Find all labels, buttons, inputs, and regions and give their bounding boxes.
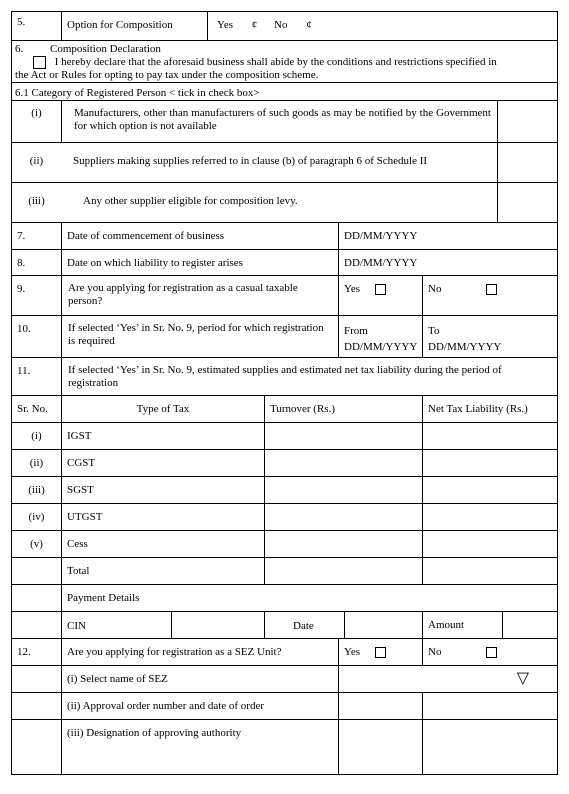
type-header: Type of Tax bbox=[61, 396, 264, 422]
category-item bbox=[11, 182, 558, 222]
category-checkbox[interactable] bbox=[497, 143, 557, 182]
tax-type: Cess bbox=[61, 531, 264, 557]
payment-details-label: Payment Details bbox=[61, 585, 557, 611]
serial-number: 8. bbox=[17, 257, 26, 269]
total-turnover-field[interactable] bbox=[264, 558, 422, 584]
to-date-field[interactable]: DD/MM/YYYY bbox=[428, 341, 502, 353]
liability-field[interactable] bbox=[422, 504, 557, 530]
casual-yes bbox=[338, 276, 422, 315]
sez-name-row bbox=[11, 665, 558, 692]
sez-label: Are you applying for registration as a SEZ Unit? bbox=[61, 639, 338, 665]
row-liability-date bbox=[11, 249, 558, 275]
period-to bbox=[422, 316, 557, 357]
tax-row-number: (v) bbox=[30, 538, 43, 550]
cin-field[interactable] bbox=[171, 612, 264, 638]
liability-date-field[interactable]: DD/MM/YYYY bbox=[338, 250, 557, 275]
date-label: Date bbox=[264, 612, 344, 638]
total-label: Total bbox=[61, 558, 264, 584]
row-estimated-supplies bbox=[11, 357, 558, 395]
category-item bbox=[11, 142, 558, 182]
tax-type: UTGST bbox=[61, 504, 264, 530]
liability-field[interactable] bbox=[422, 531, 557, 557]
row-sez-unit bbox=[11, 638, 558, 665]
turnover-field[interactable] bbox=[264, 423, 422, 449]
liability-field[interactable] bbox=[422, 477, 557, 503]
row-option-composition bbox=[11, 11, 558, 40]
no-label: No bbox=[428, 646, 442, 658]
serial-number: 10. bbox=[17, 323, 31, 335]
table-row bbox=[11, 530, 558, 557]
category-checkbox[interactable] bbox=[497, 183, 557, 222]
table-row bbox=[11, 449, 558, 476]
turnover-field[interactable] bbox=[264, 477, 422, 503]
approving-authority-label: (iii) Designation of approving authority bbox=[61, 720, 338, 774]
approval-date-field[interactable] bbox=[422, 693, 557, 719]
approval-order-field[interactable] bbox=[338, 693, 422, 719]
table-row bbox=[11, 476, 558, 503]
liability-header: Net Tax Liability (Rs.) bbox=[422, 396, 557, 422]
total-liability-field[interactable] bbox=[422, 558, 557, 584]
category-title: 6.1 Category of Registered Person < tick in check box> bbox=[15, 87, 260, 99]
no-checkbox[interactable] bbox=[486, 284, 497, 295]
registration-form bbox=[11, 11, 558, 775]
table-row bbox=[11, 503, 558, 530]
serial-number: 7. bbox=[17, 230, 26, 242]
serial-number: 11. bbox=[17, 365, 31, 377]
declaration-title: Composition Declaration bbox=[50, 43, 161, 55]
category-checkbox[interactable] bbox=[497, 101, 557, 142]
sez-name-label: (i) Select name of SEZ bbox=[61, 666, 338, 692]
authority-field-2[interactable] bbox=[422, 720, 557, 774]
liability-field[interactable] bbox=[422, 423, 557, 449]
amount-label: Amount bbox=[422, 612, 502, 638]
yes-checkbox[interactable] bbox=[375, 647, 386, 658]
category-text: Suppliers making supplies referred to in clause (b) of paragraph 6 of Schedule II bbox=[73, 155, 428, 167]
liability-field[interactable] bbox=[422, 450, 557, 476]
casual-no bbox=[422, 276, 557, 315]
no-label: No bbox=[274, 19, 288, 31]
declaration-text-b: the Act or Rules for opting to pay tax under the composition scheme. bbox=[15, 69, 319, 82]
declaration-checkbox[interactable] bbox=[33, 56, 46, 69]
total-row bbox=[11, 557, 558, 584]
commencement-date-field[interactable]: DD/MM/YYYY bbox=[338, 223, 557, 249]
row-composition-declaration bbox=[11, 40, 558, 82]
composition-label: Option for Composition bbox=[61, 12, 207, 40]
tax-row-number: (i) bbox=[31, 430, 42, 442]
sez-name-dropdown[interactable] bbox=[338, 666, 557, 692]
sez-no bbox=[422, 639, 557, 665]
yes-label: Yes bbox=[344, 283, 361, 295]
yes-label: Yes bbox=[344, 646, 361, 658]
sez-approval-row bbox=[11, 692, 558, 719]
triangle-down-icon[interactable]: ▽ bbox=[516, 670, 529, 687]
serial-number: 9. bbox=[17, 283, 26, 295]
yes-checkbox[interactable] bbox=[375, 284, 386, 295]
row-commencement-date bbox=[11, 222, 558, 249]
turnover-field[interactable] bbox=[264, 504, 422, 530]
liability-label: Date on which liability to register arises bbox=[61, 250, 338, 275]
category-number: (iii) bbox=[28, 195, 45, 207]
category-item bbox=[11, 100, 558, 142]
srno-header: Sr. No. bbox=[17, 403, 48, 415]
from-label: From bbox=[344, 325, 368, 337]
approval-order-label: (ii) Approval order number and date of order bbox=[61, 693, 338, 719]
cin-label: CIN bbox=[61, 612, 171, 638]
declaration-text-a: I hereby declare that the aforesaid business shall abide by the conditions and restrictions specified in bbox=[54, 56, 497, 69]
turnover-field[interactable] bbox=[264, 531, 422, 557]
tax-row-number: (iv) bbox=[28, 511, 45, 523]
sez-yes bbox=[338, 639, 422, 665]
category-number: (ii) bbox=[29, 155, 44, 167]
date-field[interactable] bbox=[344, 612, 422, 638]
category-text: Any other supplier eligible for composition levy. bbox=[83, 195, 298, 207]
yes-checkbox[interactable]: ¢ bbox=[251, 19, 258, 31]
tax-row-number: (iii) bbox=[28, 484, 45, 496]
from-date-field[interactable]: DD/MM/YYYY bbox=[344, 341, 418, 353]
period-label: If selected ‘Yes’ in Sr. No. 9, period for which registration is required bbox=[61, 316, 338, 357]
period-from bbox=[338, 316, 422, 357]
table-row bbox=[11, 422, 558, 449]
tax-type: SGST bbox=[61, 477, 264, 503]
category-number: (i) bbox=[31, 107, 42, 119]
serial-number: 6. bbox=[15, 43, 24, 55]
serial-number: 12. bbox=[17, 646, 31, 658]
to-label: To bbox=[428, 325, 440, 337]
payment-fields-row bbox=[11, 611, 558, 638]
tax-table-header bbox=[11, 395, 558, 422]
turnover-field[interactable] bbox=[264, 450, 422, 476]
estimated-supplies-label: If selected ‘Yes’ in Sr. No. 9, estimated supplies and estimated net tax liability during the period of registration bbox=[61, 358, 557, 395]
turnover-header: Turnover (Rs.) bbox=[264, 396, 422, 422]
row-casual-taxable bbox=[11, 275, 558, 315]
payment-details-row bbox=[11, 584, 558, 611]
serial-number: 5. bbox=[17, 16, 26, 28]
tax-row-number: (ii) bbox=[29, 457, 44, 469]
yes-label: Yes bbox=[217, 19, 234, 31]
no-label: No bbox=[428, 283, 442, 295]
amount-field[interactable] bbox=[502, 612, 557, 638]
sez-authority-row bbox=[11, 719, 558, 775]
no-checkbox[interactable]: ¢ bbox=[306, 19, 312, 31]
commencement-label: Date of commencement of business bbox=[61, 223, 338, 249]
casual-taxable-label: Are you applying for registration as a casual taxable person? bbox=[61, 276, 338, 315]
authority-field[interactable] bbox=[338, 720, 422, 774]
category-text: Manufacturers, other than manufacturers of such goods as may be notified by the Government for which option is not available bbox=[61, 101, 497, 142]
row-registration-period bbox=[11, 315, 558, 357]
row-category-heading bbox=[11, 82, 558, 100]
tax-type: CGST bbox=[61, 450, 264, 476]
no-checkbox[interactable] bbox=[486, 647, 497, 658]
composition-options bbox=[207, 12, 557, 40]
tax-type: IGST bbox=[61, 423, 264, 449]
